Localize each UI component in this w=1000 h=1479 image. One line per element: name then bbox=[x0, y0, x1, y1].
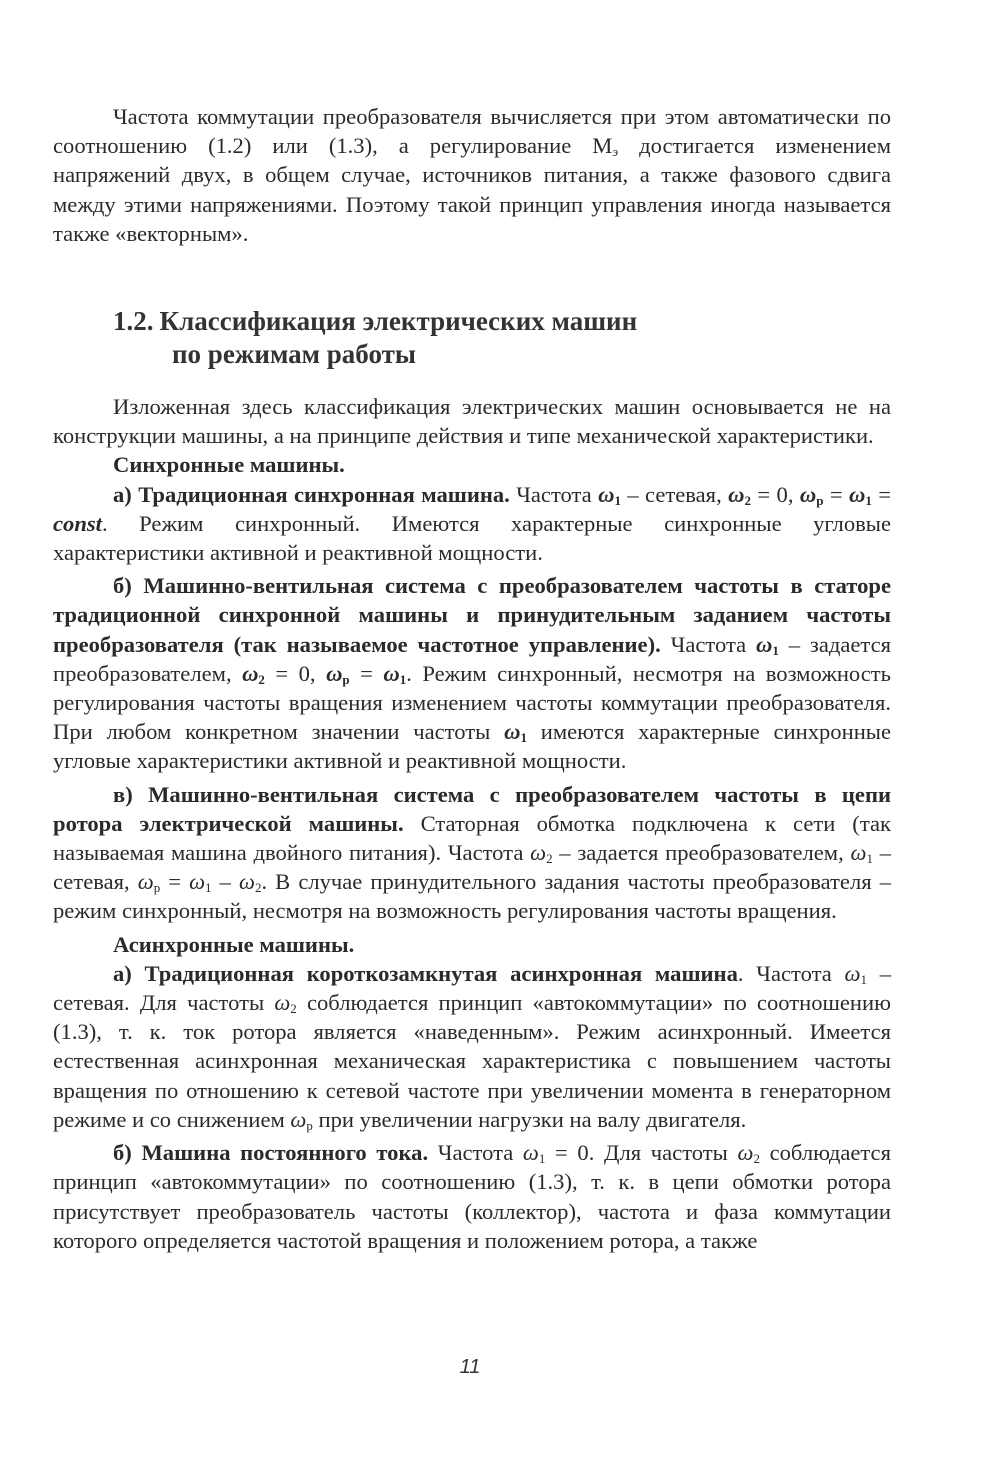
async-b-title: б) Машина постоянного тока. bbox=[113, 1140, 429, 1166]
sync-a-title: а) Традиционная синхронная машина. bbox=[113, 481, 510, 507]
s: 2 bbox=[546, 851, 553, 867]
s: 1 bbox=[614, 492, 621, 508]
page-body bbox=[53, 102, 891, 1255]
s: р bbox=[153, 880, 161, 896]
omega-sym: ω bbox=[189, 869, 206, 895]
t: Статорная обмотка подключена к сети (так называемая машина двойного питания). Частота bbox=[53, 810, 891, 866]
async-a-title: а) Традиционная короткозамкнутая асинхронная машина bbox=[113, 960, 738, 986]
omega-sym: ω bbox=[504, 719, 521, 745]
s: р bbox=[306, 1117, 313, 1133]
t: Частота bbox=[509, 481, 599, 507]
s: 1 bbox=[399, 671, 407, 687]
const-sym: const bbox=[53, 510, 102, 536]
t: = 0, bbox=[264, 660, 327, 686]
s: 2 bbox=[744, 492, 751, 508]
omega-sym: ω bbox=[242, 660, 259, 686]
section-title-line1: Классификация электрических машин bbox=[159, 306, 638, 337]
s: 1 bbox=[860, 971, 867, 987]
t: имеются характерные синхронные угловые характеристики активной и реактивной мощности. bbox=[53, 719, 891, 774]
omega-sym: ω bbox=[522, 1140, 539, 1166]
s: 2 bbox=[258, 671, 265, 687]
sync-c-title: в) Машинно-вентильная система с преобразователем частоты в цепи ротора электрической машины. bbox=[53, 781, 891, 836]
omega-sym: ω bbox=[598, 481, 615, 507]
omega-sym: ω bbox=[137, 869, 154, 895]
t: Частота bbox=[660, 631, 757, 657]
section-heading bbox=[113, 305, 891, 371]
t: = bbox=[349, 660, 384, 686]
t: соблюдается принцип «автокоммутации» по соотношению (1.3), т. к. в цепи обмотки ротора присутствует преобразователь частоты (коллектор), частота и фаза коммутации которого определяется частотой вращения и положением ротора, а также bbox=[53, 1140, 891, 1253]
omega-sym: ω bbox=[737, 1140, 754, 1166]
omega-sym: ω bbox=[849, 481, 866, 507]
omega-sym: ω bbox=[290, 1106, 307, 1132]
omega-sym: ω bbox=[383, 660, 400, 686]
s: 2 bbox=[290, 1001, 297, 1017]
s: 1 bbox=[866, 851, 873, 867]
intro-rest: достигается изменением напряжений двух, в общем случае, источников питания, а также фазового сдвига между этими напряжениями. Поэтому такой принцип управления иногда называется также «векторным». bbox=[53, 133, 891, 246]
m-sub: э bbox=[612, 144, 619, 160]
s: 1 bbox=[205, 880, 212, 896]
sync-b bbox=[53, 571, 891, 775]
async-heading: Асинхронные машины. bbox=[113, 931, 355, 957]
async-a bbox=[53, 959, 891, 1134]
s: р bbox=[342, 671, 350, 687]
omega-sym: ω bbox=[326, 660, 343, 686]
t: . В случае принудительного задания частоты преобразователя – режим синхронный, несмотря на возможность регулирования частоты вращения. bbox=[53, 869, 891, 924]
s: 1 bbox=[772, 642, 779, 658]
omega-sym: ω bbox=[728, 481, 745, 507]
intro-text: Частота коммутации преобразователя вычисляется при этом автоматически по соотношению (1.2) или (1.3), а регулирование M bbox=[53, 104, 891, 159]
sync-b-title: б) Машинно-вентильная система с преобразователем частоты в статоре традиционной синхронной машины и принудительным заданием частоты преобразователя (так называемое частотное управление). bbox=[53, 573, 891, 657]
para-intro bbox=[53, 102, 891, 248]
t: – bbox=[211, 869, 239, 895]
para-section-intro: Изложенная здесь классификация электрических машин основывается не на конструкции машины, а на принципе действия и типе механической характеристики. bbox=[53, 394, 891, 449]
t: . Частота bbox=[737, 960, 845, 986]
section-title-line2: по режимам работы bbox=[172, 339, 416, 370]
s: р bbox=[816, 492, 824, 508]
s: 2 bbox=[254, 880, 262, 896]
t: – задается преобразователем, bbox=[552, 840, 851, 866]
sync-c bbox=[53, 780, 891, 926]
omega-sym: ω bbox=[756, 631, 773, 657]
t: соблюдается принцип «автокоммутации» по соотношению (1.3), т. к. ток ротора является «наведенным». Режим асинхронный. Имеется естественная асинхронная механическая характеристика с повышением частоты вращения по отношению к сетевой частоте при увеличении момента в генераторном режиме и со снижением bbox=[53, 990, 891, 1132]
t: – сетевая. Для частоты bbox=[53, 960, 892, 1016]
t: . Режим синхронный. Имеются характерные синхронные угловые характеристики активной и реактивной мощности. bbox=[53, 510, 891, 566]
omega-sym: ω bbox=[844, 960, 861, 986]
omega-sym: ω bbox=[850, 840, 867, 866]
t: Частота bbox=[428, 1140, 523, 1166]
t: – сетевая, bbox=[620, 481, 729, 507]
t: при увеличении нагрузки на валу двигателя. bbox=[312, 1106, 747, 1132]
section-number: 1.2. bbox=[113, 306, 154, 337]
omega-sym: ω bbox=[799, 481, 817, 507]
async-b bbox=[53, 1138, 891, 1255]
t: = 0, bbox=[750, 481, 800, 507]
t: = 0. Для частоты bbox=[545, 1140, 738, 1166]
t: – задается преобразователем, bbox=[53, 631, 891, 686]
sync-a bbox=[53, 480, 891, 568]
t: = bbox=[823, 481, 850, 507]
omega-sym: ω bbox=[239, 869, 255, 895]
t: = bbox=[160, 869, 190, 895]
s: 1 bbox=[538, 1151, 546, 1167]
omega-sym: ω bbox=[274, 990, 291, 1016]
s: 1 bbox=[865, 492, 872, 508]
s: 1 bbox=[520, 730, 527, 746]
t: . Режим синхронный, несмотря на возможность регулирования частоты вращения изменением частоты коммутации преобразователя. При любом конкретном значении частоты bbox=[53, 660, 891, 745]
s: 2 bbox=[753, 1151, 760, 1167]
page-number: 11 bbox=[459, 1356, 481, 1378]
t: = bbox=[871, 481, 892, 507]
omega-sym: ω bbox=[530, 840, 547, 866]
sync-heading: Синхронные машины. bbox=[113, 452, 345, 478]
t: – сетевая, bbox=[53, 840, 891, 895]
